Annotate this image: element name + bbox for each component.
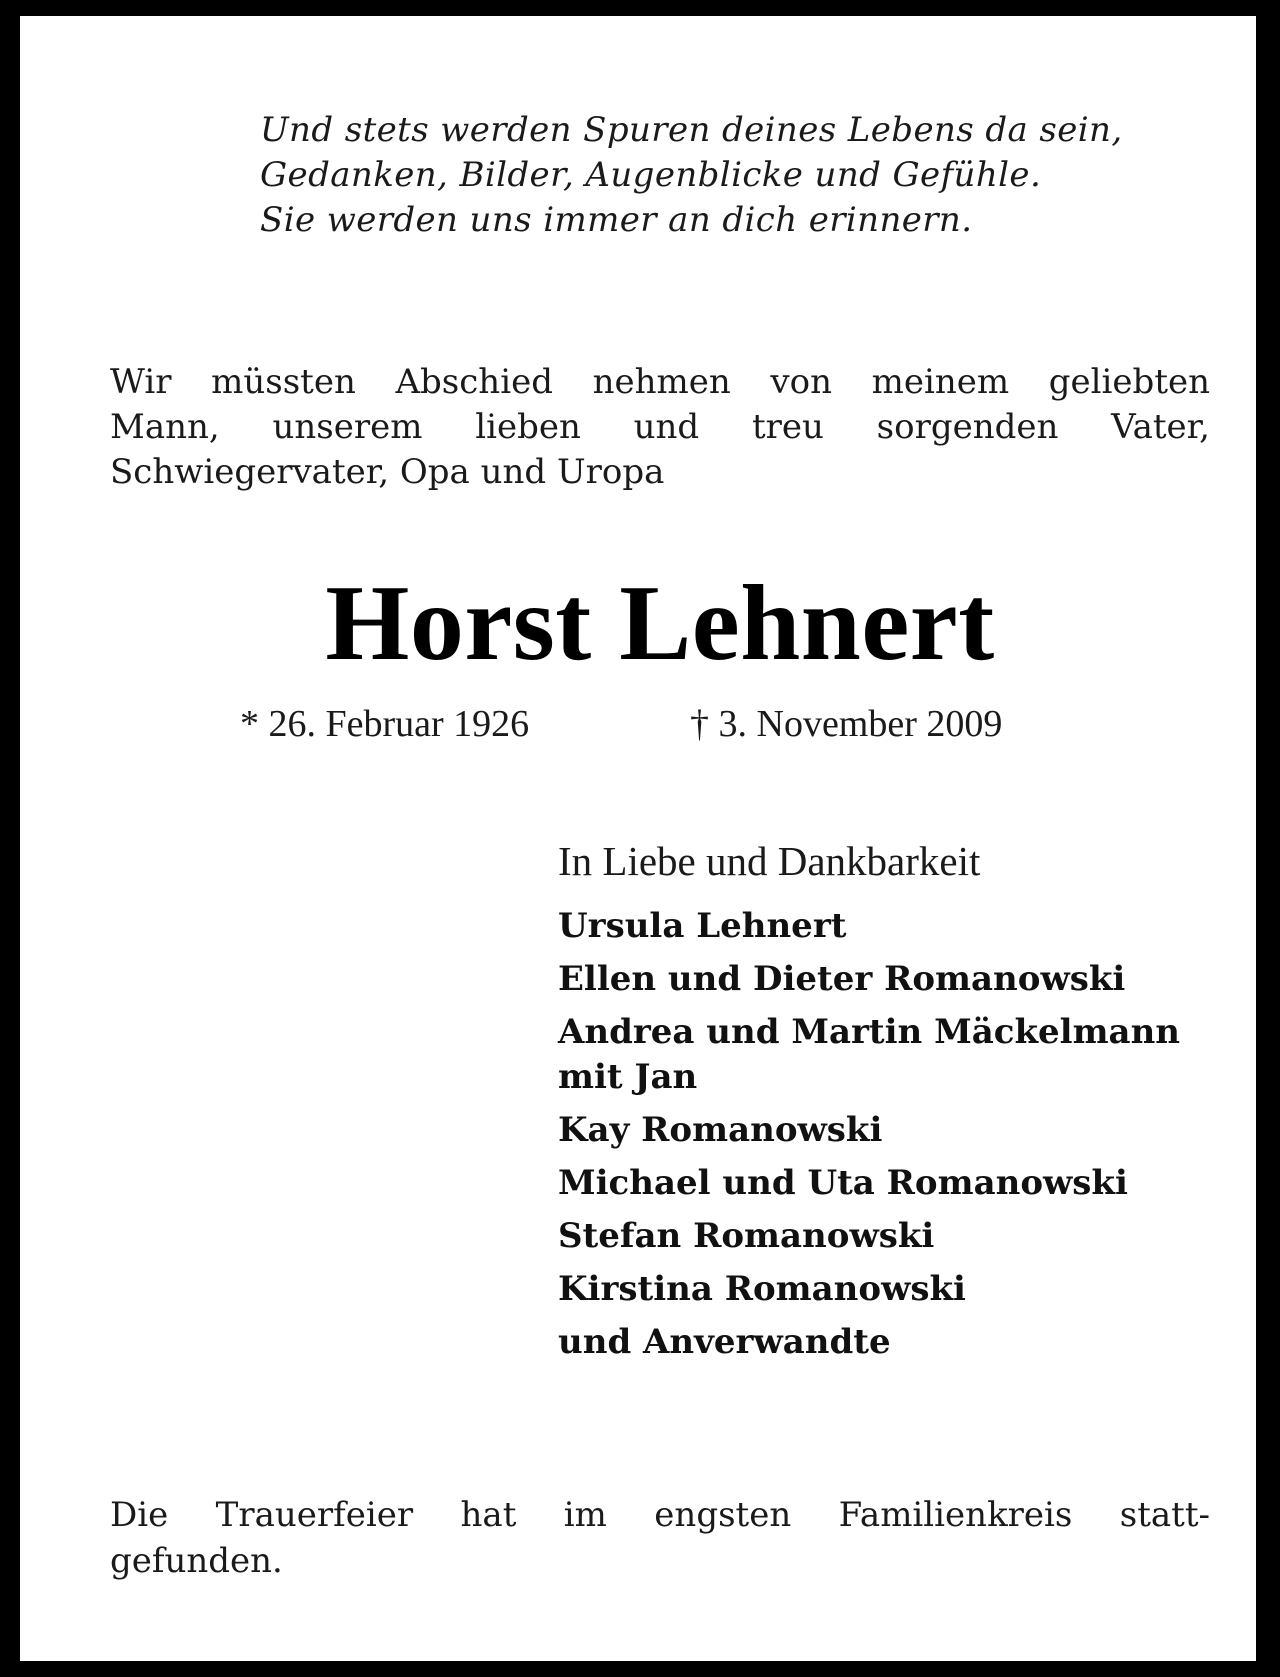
mourner-name: Ellen und Dieter Romanowski (558, 959, 1126, 999)
death-date: † 3. November 2009 (690, 703, 1003, 745)
mourner-name: Kirstina Romanowski (558, 1269, 966, 1309)
signoff-line: In Liebe und Dankbarkeit (558, 838, 981, 884)
funeral-note-line: gefunden. (110, 1541, 283, 1581)
announcement-text (110, 360, 1210, 495)
mourner-name: Stefan Romanowski (558, 1216, 935, 1256)
mourner-name: Ursula Lehnert (558, 906, 847, 946)
memorial-verse (260, 108, 1240, 243)
verse-line: Und stets werden Spuren deines Lebens da sein, (260, 110, 1123, 150)
mourners-list (558, 904, 1248, 1373)
mourner-name: Andrea und Martin Mäckelmann mit Jan (558, 1012, 1181, 1097)
announcement-line: Wir müssten Abschied nehmen von meinem geliebten (110, 362, 1210, 402)
funeral-note-line: Die Trauerfeier hat im engsten Familienkreis statt- (110, 1495, 1210, 1535)
mourner-name: Kay Romanowski (558, 1110, 883, 1150)
birth-date: * 26. Februar 1926 (240, 703, 530, 745)
mourner-name: und Anverwandte (558, 1322, 891, 1362)
deceased-name: Horst Lehnert (325, 564, 995, 683)
verse-line: Gedanken, Bilder, Augenblicke und Gefühle. (260, 155, 1042, 195)
announcement-line: Schwiegervater, Opa und Uropa (110, 452, 665, 492)
funeral-note (110, 1492, 1210, 1584)
announcement-line: Mann, unserem lieben und treu sorgenden Vater, (110, 407, 1210, 447)
mourner-name: Michael und Uta Romanowski (558, 1163, 1128, 1203)
verse-line: Sie werden uns immer an dich erinnern. (260, 200, 973, 240)
